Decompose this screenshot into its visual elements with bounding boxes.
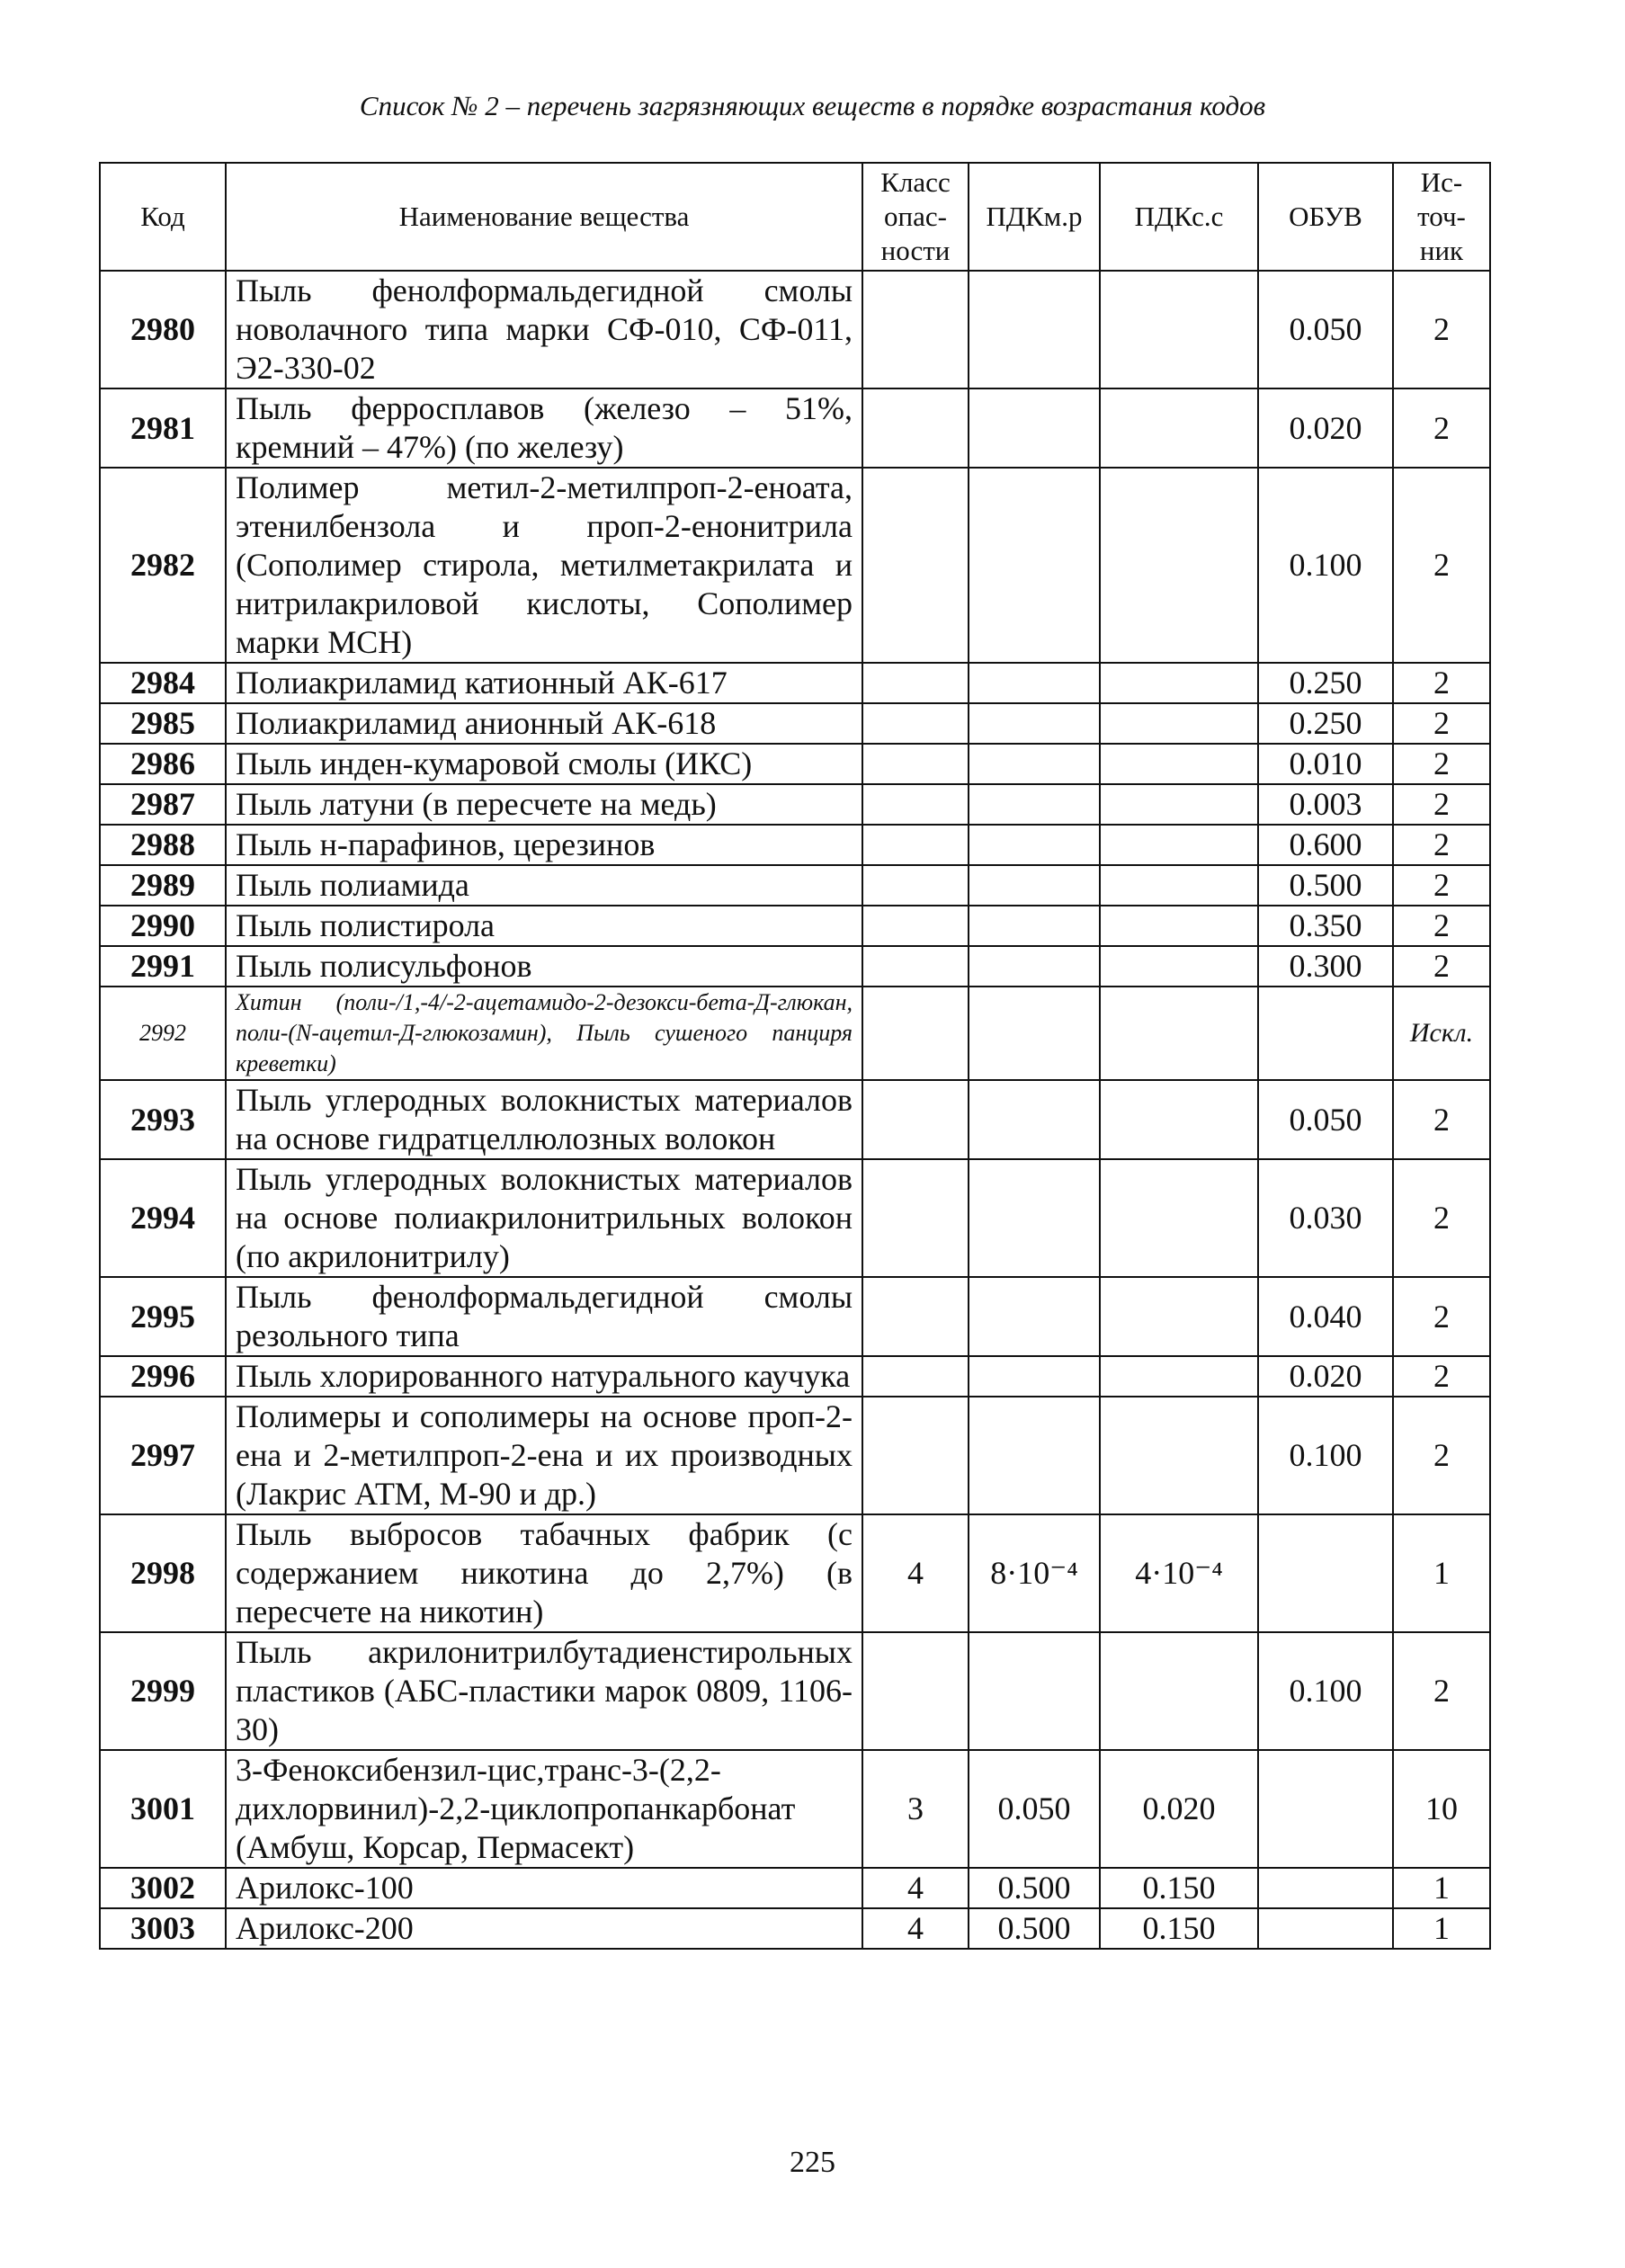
cell-source: 10: [1393, 1750, 1490, 1868]
cell-class: [862, 1397, 969, 1514]
cell-pdk-mr: [969, 703, 1100, 744]
cell-pdk-mr: 8·10⁻⁴: [969, 1514, 1100, 1632]
cell-name: Пыль углеродных волокнистых материалов на основе полиакрилонитрильных волокон (по акрилонитрилу): [226, 1159, 862, 1277]
document-title: Список № 2 – перечень загрязняющих веществ в порядке возрастания кодов: [359, 90, 1266, 121]
table-row: [100, 1750, 1490, 1868]
cell-code: 2997: [100, 1397, 226, 1514]
cell-name: Хитин (поли-/1,-4/-2-ацетамидо-2-дезокси-бета-Д-глюкан, поли-(N-ацетил-Д-глюкозамин), Пыль сушеного панциря креветки): [226, 987, 862, 1080]
cell-class: [862, 784, 969, 825]
cell-name: Полиакриламид анионный АК-618: [226, 703, 862, 744]
cell-code: 2982: [100, 468, 226, 663]
cell-code: 2989: [100, 865, 226, 906]
cell-obuv: 0.100: [1258, 1397, 1393, 1514]
cell-name: Арилокс-200: [226, 1908, 862, 1949]
table-row: [100, 1908, 1490, 1949]
cell-pdk-ss: [1100, 1080, 1258, 1159]
cell-pdk-ss: [1100, 1277, 1258, 1356]
cell-pdk-ss: [1100, 388, 1258, 468]
cell-class: [862, 468, 969, 663]
cell-source: 2: [1393, 744, 1490, 784]
cell-obuv: 0.250: [1258, 663, 1393, 703]
table-row: [100, 744, 1490, 784]
cell-name: Полимер метил-2-метилпроп-2-еноата, этенилбензола и проп-2-енонитрила (Сополимер стирола, метилметакрилата и нитрилакриловой кислоты, Сополимер марки МСН): [226, 468, 862, 663]
table-row: [100, 784, 1490, 825]
cell-code: 3003: [100, 1908, 226, 1949]
cell-class: [862, 1159, 969, 1277]
cell-pdk-mr: [969, 744, 1100, 784]
cell-name: 3-Феноксибензил-цис,транс-3-(2,2-дихлорвинил)-2,2-циклопропанкарбонат (Амбуш, Корсар, Пермасект): [226, 1750, 862, 1868]
cell-pdk-ss: [1100, 784, 1258, 825]
cell-name: Полиакриламид катионный АК-617: [226, 663, 862, 703]
cell-pdk-mr: [969, 825, 1100, 865]
cell-source: Искл.: [1393, 987, 1490, 1080]
cell-class: [862, 865, 969, 906]
cell-name: Пыль фенолформальдегидной смолы новолачного типа марки СФ-010, СФ-011, Э2-330-02: [226, 271, 862, 388]
cell-source: 2: [1393, 1277, 1490, 1356]
cell-code: 2995: [100, 1277, 226, 1356]
cell-class: 3: [862, 1750, 969, 1868]
cell-source: 1: [1393, 1868, 1490, 1908]
cell-code: 2994: [100, 1159, 226, 1277]
cell-code: 2992: [100, 987, 226, 1080]
column-header-source-line: Ис-: [1420, 166, 1463, 198]
cell-pdk-ss: [1100, 1159, 1258, 1277]
cell-name: Пыль полиамида: [226, 865, 862, 906]
cell-pdk-ss: 4·10⁻⁴: [1100, 1514, 1258, 1632]
cell-pdk-ss: [1100, 946, 1258, 987]
cell-pdk-mr: 0.500: [969, 1868, 1100, 1908]
table-row: [100, 703, 1490, 744]
column-header-code: Код: [100, 163, 226, 271]
cell-name: Пыль акрилонитрилбутадиенстирольных пластиков (АБС-пластики марок 0809, 1106-30): [226, 1632, 862, 1750]
page-number: 225: [790, 2146, 835, 2179]
cell-name: Пыль фенолформальдегидной смолы резольного типа: [226, 1277, 862, 1356]
cell-pdk-mr: [969, 1356, 1100, 1397]
cell-source: 2: [1393, 1080, 1490, 1159]
cell-class: [862, 1632, 969, 1750]
cell-code: 2987: [100, 784, 226, 825]
cell-obuv: 0.250: [1258, 703, 1393, 744]
cell-pdk-ss: 0.150: [1100, 1868, 1258, 1908]
cell-code: 2986: [100, 744, 226, 784]
table-row: [100, 825, 1490, 865]
cell-source: 1: [1393, 1908, 1490, 1949]
cell-source: 2: [1393, 946, 1490, 987]
cell-name: Пыль полистирола: [226, 906, 862, 946]
cell-obuv: 0.050: [1258, 271, 1393, 388]
cell-pdk-mr: [969, 663, 1100, 703]
cell-obuv: [1258, 1750, 1393, 1868]
cell-code: 3001: [100, 1750, 226, 1868]
column-header-pdk-mr: ПДКм.р: [969, 163, 1100, 271]
cell-obuv: [1258, 1868, 1393, 1908]
table-row: [100, 987, 1490, 1080]
cell-pdk-ss: [1100, 865, 1258, 906]
column-header-class-line: Класс: [880, 166, 951, 198]
cell-class: 4: [862, 1514, 969, 1632]
table-row: [100, 1397, 1490, 1514]
cell-pdk-mr: [969, 987, 1100, 1080]
table-row: [100, 1868, 1490, 1908]
cell-class: [862, 663, 969, 703]
cell-class: [862, 1277, 969, 1356]
table-row: [100, 1080, 1490, 1159]
cell-obuv: [1258, 987, 1393, 1080]
table-row: [100, 946, 1490, 987]
cell-class: [862, 1356, 969, 1397]
cell-pdk-mr: [969, 865, 1100, 906]
column-header-source-line: точ-: [1417, 201, 1466, 232]
cell-pdk-mr: [969, 1159, 1100, 1277]
cell-name: Пыль ферросплавов (железо – 51%, кремний – 47%) (по железу): [226, 388, 862, 468]
cell-pdk-mr: [969, 1080, 1100, 1159]
cell-name: Пыль полисульфонов: [226, 946, 862, 987]
table-row: [100, 271, 1490, 388]
cell-code: 2993: [100, 1080, 226, 1159]
cell-obuv: 0.350: [1258, 906, 1393, 946]
cell-obuv: 0.100: [1258, 1632, 1393, 1750]
cell-source: 2: [1393, 865, 1490, 906]
table-row: [100, 388, 1490, 468]
column-header-obuv: ОБУВ: [1258, 163, 1393, 271]
cell-class: 4: [862, 1908, 969, 1949]
cell-pdk-ss: [1100, 271, 1258, 388]
cell-code: 2991: [100, 946, 226, 987]
cell-code: 3002: [100, 1868, 226, 1908]
cell-source: 2: [1393, 703, 1490, 744]
cell-class: [862, 1080, 969, 1159]
cell-obuv: 0.020: [1258, 388, 1393, 468]
cell-obuv: 0.100: [1258, 468, 1393, 663]
cell-source: 2: [1393, 1632, 1490, 1750]
cell-code: 2996: [100, 1356, 226, 1397]
cell-source: 1: [1393, 1514, 1490, 1632]
cell-obuv: [1258, 1514, 1393, 1632]
cell-class: [862, 271, 969, 388]
cell-code: 2985: [100, 703, 226, 744]
table-row: [100, 468, 1490, 663]
cell-source: 2: [1393, 663, 1490, 703]
cell-source: 2: [1393, 784, 1490, 825]
cell-pdk-mr: [969, 946, 1100, 987]
cell-class: [862, 744, 969, 784]
table-row: [100, 906, 1490, 946]
cell-class: [862, 703, 969, 744]
cell-class: [862, 388, 969, 468]
column-header-source-line: ник: [1419, 235, 1464, 266]
cell-class: [862, 825, 969, 865]
cell-obuv: 0.020: [1258, 1356, 1393, 1397]
cell-obuv: 0.050: [1258, 1080, 1393, 1159]
cell-source: 2: [1393, 271, 1490, 388]
cell-pdk-mr: [969, 468, 1100, 663]
cell-code: 2980: [100, 271, 226, 388]
cell-name: Арилокс-100: [226, 1868, 862, 1908]
cell-pdk-ss: [1100, 1632, 1258, 1750]
cell-code: 2999: [100, 1632, 226, 1750]
column-header-class-line: опас-: [884, 201, 947, 232]
cell-obuv: 0.010: [1258, 744, 1393, 784]
cell-code: 2998: [100, 1514, 226, 1632]
cell-pdk-mr: [969, 271, 1100, 388]
cell-obuv: 0.040: [1258, 1277, 1393, 1356]
cell-pdk-mr: [969, 1397, 1100, 1514]
cell-pdk-ss: [1100, 1356, 1258, 1397]
cell-obuv: 0.600: [1258, 825, 1393, 865]
table-row: [100, 663, 1490, 703]
cell-pdk-mr: 0.050: [969, 1750, 1100, 1868]
substances-table: [99, 162, 1491, 1950]
cell-pdk-ss: [1100, 906, 1258, 946]
cell-name: Пыль латуни (в пересчете на медь): [226, 784, 862, 825]
cell-class: [862, 906, 969, 946]
cell-pdk-mr: [969, 1632, 1100, 1750]
cell-source: 2: [1393, 1356, 1490, 1397]
column-header-source: [1393, 163, 1490, 271]
cell-source: 2: [1393, 1159, 1490, 1277]
cell-pdk-ss: [1100, 703, 1258, 744]
cell-code: 2984: [100, 663, 226, 703]
cell-pdk-ss: [1100, 663, 1258, 703]
cell-pdk-ss: 0.020: [1100, 1750, 1258, 1868]
cell-source: 2: [1393, 825, 1490, 865]
cell-name: Пыль инден-кумаровой смолы (ИКС): [226, 744, 862, 784]
table-header-row: [100, 163, 1490, 271]
cell-pdk-ss: [1100, 744, 1258, 784]
cell-pdk-ss: [1100, 987, 1258, 1080]
cell-name: Пыль хлорированного натурального каучука: [226, 1356, 862, 1397]
cell-pdk-mr: [969, 784, 1100, 825]
table-row: [100, 1277, 1490, 1356]
cell-pdk-mr: 0.500: [969, 1908, 1100, 1949]
cell-source: 2: [1393, 906, 1490, 946]
cell-class: [862, 946, 969, 987]
cell-obuv: [1258, 1908, 1393, 1949]
cell-name: Пыль углеродных волокнистых материалов на основе гидратцеллюлозных волокон: [226, 1080, 862, 1159]
column-header-class-line: ности: [880, 235, 951, 266]
cell-pdk-mr: [969, 388, 1100, 468]
cell-pdk-ss: 0.150: [1100, 1908, 1258, 1949]
cell-obuv: 0.300: [1258, 946, 1393, 987]
table-row: [100, 1632, 1490, 1750]
cell-pdk-mr: [969, 906, 1100, 946]
cell-obuv: 0.030: [1258, 1159, 1393, 1277]
cell-name: Пыль н-парафинов, церезинов: [226, 825, 862, 865]
table-row: [100, 1514, 1490, 1632]
cell-obuv: 0.003: [1258, 784, 1393, 825]
cell-code: 2981: [100, 388, 226, 468]
cell-class: [862, 987, 969, 1080]
cell-class: 4: [862, 1868, 969, 1908]
table-row: [100, 1159, 1490, 1277]
cell-name: Пыль выбросов табачных фабрик (с содержанием никотина до 2,7%) (в пересчете на никотин): [226, 1514, 862, 1632]
cell-pdk-ss: [1100, 468, 1258, 663]
table-row: [100, 865, 1490, 906]
cell-name: Полимеры и сополимеры на основе проп-2-ена и 2-метилпроп-2-ена и их производных (Лакрис АТМ, М-90 и др.): [226, 1397, 862, 1514]
column-header-class: [862, 163, 969, 271]
column-header-name: Наименование вещества: [226, 163, 862, 271]
cell-pdk-ss: [1100, 825, 1258, 865]
cell-pdk-mr: [969, 1277, 1100, 1356]
cell-source: 2: [1393, 388, 1490, 468]
table-row: [100, 1356, 1490, 1397]
cell-code: 2990: [100, 906, 226, 946]
cell-source: 2: [1393, 468, 1490, 663]
cell-code: 2988: [100, 825, 226, 865]
column-header-pdk-ss: ПДКс.с: [1100, 163, 1258, 271]
table-body: [100, 271, 1490, 1949]
cell-obuv: 0.500: [1258, 865, 1393, 906]
cell-pdk-ss: [1100, 1397, 1258, 1514]
cell-source: 2: [1393, 1397, 1490, 1514]
